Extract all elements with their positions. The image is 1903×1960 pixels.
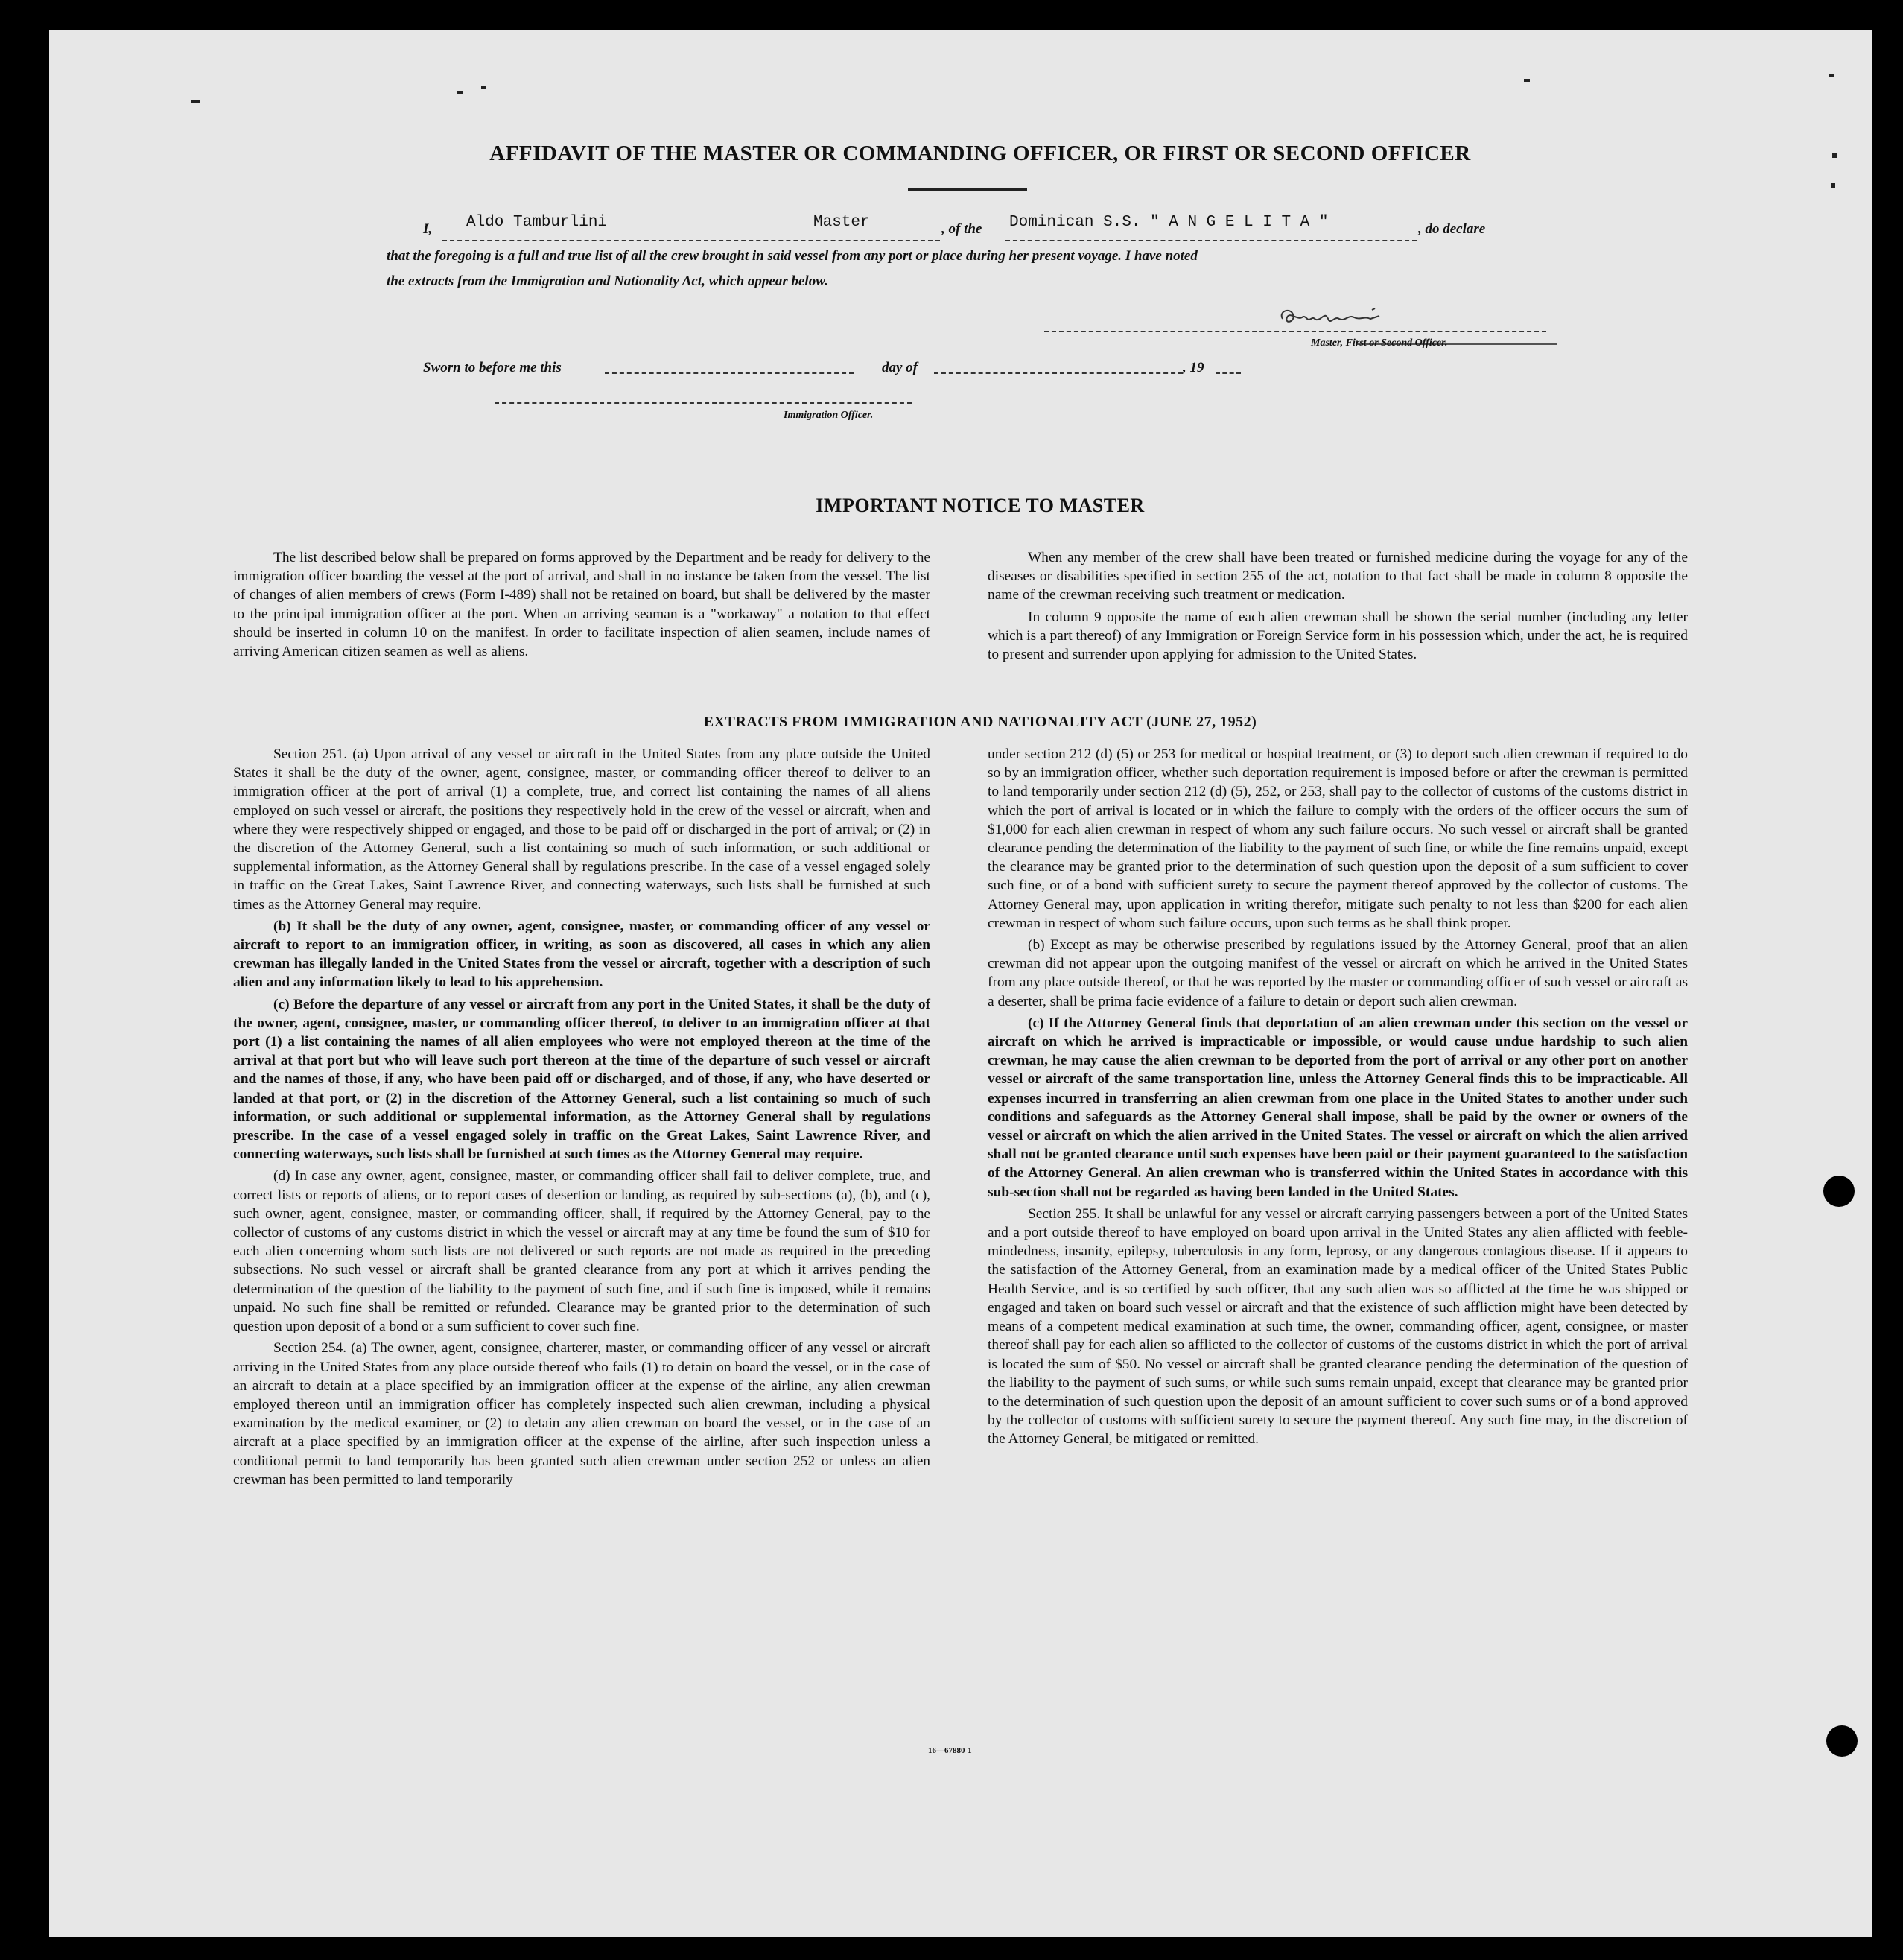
sworn-day-line[interactable]: [605, 367, 854, 374]
name-field[interactable]: Aldo Tamburlini: [466, 214, 608, 231]
scan-speck: [191, 100, 200, 103]
scan-speck: [1524, 79, 1530, 82]
form-code: 16—67880-1: [928, 1746, 972, 1755]
title-rule: [908, 188, 1027, 191]
notice-left-column: [233, 548, 930, 664]
scan-speck: [1829, 74, 1834, 77]
name-field-line: [442, 231, 940, 241]
section-254a-continued: under section 212 (d) (5) or 253 for medical or hospital treatment, or (3) to deport such alien crewman if required to do so by an immigration officer, whether such deportation requirement is imposed before or after the crewman is permitted to land temporarily under section 212 (d) (5), 252, or 253, shall pay to the collector of customs of the customs district in which the port of arrival is located or in which the failure to comply with the orders of the officer occurs the sum of $1,000 for each alien crewman in respect of whom any such failure occurs. No such vessel or aircraft shall be granted clearance pending the determination of the liability to the payment of such fine, or while the fine remains unpaid, except the clearance may be granted prior to the determination of such question upon the deposit of a sum sufficient to cover such fine, or of a bond with sufficient surety to secure the payment thereof approved by the collector of customs. The Attorney General may, upon application in writing therefor, mitigate such penalty to not less than $200 for each alien crewman in respect of whom such failure occurs, upon such terms as he shall think proper.: [988, 746, 1688, 931]
notice-title: IMPORTANT NOTICE TO MASTER: [816, 495, 1145, 516]
affidavit-title: AFFIDAVIT OF THE MASTER OR COMMANDING OFFICER, OR FIRST OR SECOND OFFICER: [489, 142, 1471, 165]
form-page: [49, 30, 1872, 1937]
notice-right-column: [988, 548, 1688, 667]
officer-caption: Immigration Officer.: [784, 410, 874, 421]
year-label: , 19: [1183, 360, 1204, 375]
extracts-left-column: [233, 745, 930, 1492]
scan-speck: [481, 86, 486, 89]
do-declare-label: , do declare: [1418, 221, 1486, 237]
punch-hole: [1826, 1725, 1858, 1757]
sworn-label: Sworn to before me this: [423, 360, 562, 375]
scan-speck: [457, 91, 463, 94]
day-of-label: day of: [882, 360, 918, 375]
section-251b: (b) It shall be the duty of any owner, agent, consignee, master, or commanding officer of any vessel or aircraft to report to an immigration officer, in writing, as soon as discovered, all cases in which any alien crewman has illegally landed in the United States from the vessel or aircraft, together with a description of such alien and any information likely to lead to his apprehension.: [233, 918, 930, 991]
notice-right-paragraph-2: In column 9 opposite the name of each alien crewman shall be shown the serial number (including any letter which is a part thereof) of any Immigration or Foreign Service form in his possession which, under the act, he is required to present and surrender upon applying for admission to the United States.: [988, 609, 1688, 663]
notice-right-paragraph-1: When any member of the crew shall have been treated or furnished medicine during the voyage for any of the diseases or disabilities specified in section 255 of the act, notation to that fact shall be made in column 8 opposite the name of the crewman receiving such treatment or medication.: [988, 550, 1688, 603]
extracts-right-column: [988, 745, 1688, 1452]
section-254a: Section 254. (a) The owner, agent, consignee, charterer, master, or commanding officer of any vessel or aircraft arriving in the United States from any place outside thereof who fails (1) to detain on board the vessel, or in the case of an aircraft to detain at a place specified by an immigration officer at the expense of the airline, any alien crewman employed thereon until an immigration officer has completely inspected such alien crewman, including a physical examination by the medical examiner, or (2) to detain any alien crewman on board the vessel, or in the case of an aircraft at a place specified by an immigration officer at the expense of the airline, after such inspection unless a conditional permit to land temporarily has been granted such alien crewman under section 252 or unless an alien crewman has been permitted to land temporarily: [233, 1340, 930, 1488]
section-254b: (b) Except as may be otherwise prescribed by regulations issued by the Attorney General, proof that an alien crewman did not appear upon the outgoing manifest of the vessel or aircraft on which he arrived in the United States from any place outside thereof, or that he was reported by the master or commanding officer of such vessel or aircraft as a deserter, shall be prima facie evidence of a failure to detain or deport such alien crewman.: [988, 937, 1688, 1009]
section-251c: (c) Before the departure of any vessel or aircraft from any port in the United States, it shall be the duty of the owner, agent, consignee, master, or commanding officer thereof, to deliver to an immigration officer at that port (1) a list containing the names of all alien employees who were not employed thereon at the time of the arrival at that port but who will leave such port thereon at the time of the departure of such vessel or aircraft and the names of those, if any, who have been paid off or discharged, and of those, if any, who have deserted or landed at that port, or (2) in the discretion of the Attorney General, such a list containing so much of such information, or such additional or supplemental information, as the Attorney General shall by regulations prescribe. In the case of a vessel engaged solely in traffic on the Great Lakes, Saint Lawrence River, and connecting waterways, such lists shall be furnished at such times as the Attorney General may require.: [233, 996, 930, 1163]
section-251d: (d) In case any owner, agent, consignee, master, or commanding officer shall fail to deliver complete, true, and correct lists or reports of aliens, or to report cases of desertion or landing, as required by sub-sections (a), (b), and (c), such owner, agent, consignee, master, or commanding officer, shall, if required by the Attorney General, pay to the collector of customs of any customs district in which the vessel or aircraft may at any time be found the sum of $10 for each alien concerning whom such lists are not delivered or such reports are not made as required in the preceding subsections. No such vessel or aircraft shall be granted clearance from any port at which it arrives pending the determination of the question of the liability to the payment of such fine, and if such fine is imposed, while it remains unpaid. No such fine shall be remitted or refunded. Clearance may be granted prior to the determination of such question upon deposit of a bond or a sum sufficient to cover such fine.: [233, 1168, 930, 1335]
vessel-field[interactable]: Dominican S.S. " A N G E L I T A ": [1009, 214, 1329, 231]
notice-left-paragraph: The list described below shall be prepared on forms approved by the Department and be ready for delivery to the immigration officer boarding the vessel at the port of arrival, and shall in no instance be taken from the vessel. The list of changes of alien members of crews (Form I-489) shall not be retained on board, but shall be delivered by the master to the principal immigration officer at the port. When an arriving seaman is a "workaway" a notation to that effect should be inserted in column 10 on the manifest. In order to facilitate inspection of alien seamen, include names of arriving American citizen seamen as well as aliens.: [233, 550, 930, 660]
sworn-year-line[interactable]: [1216, 367, 1241, 374]
of-the-label: , of the: [941, 221, 982, 237]
declaration-line-1: that the foregoing is a full and true list of all the crew brought in said vessel from any port or place during her present voyage. I have noted: [387, 248, 1198, 264]
signature-caption: Master, First or Second Officer.: [1311, 337, 1448, 349]
sworn-month-line[interactable]: [934, 367, 1183, 374]
scan-speck: [1831, 183, 1835, 188]
section-254c: (c) If the Attorney General finds that deportation of an alien crewman under this section on the vessel or aircraft on which he arrived is impracticable or impossible, or would cause undue hardship to such alien crewman, he may cause the alien crewman to be deported from the port of arrival or any other port on another vessel or aircraft of the same transportation line, unless the Attorney General finds this to be impracticable. All expenses incurred in transferring an alien crewman from one place in the United States to another under such conditions and safeguards as the Attorney General shall impose, shall be paid by the owner or owners of the vessel or aircraft on which the alien arrived in the United States. The vessel or aircraft on which the alien arrived shall not be granted clearance until such expenses have been paid or their payment guaranteed to the satisfaction of the Attorney General. An alien crewman who is transferred within the United States in accordance with this sub-section shall not be regarded as having been landed in the United States.: [988, 1015, 1688, 1200]
vessel-field-line: [1005, 231, 1417, 241]
extracts-title: EXTRACTS FROM IMMIGRATION AND NATIONALITY ACT (JUNE 27, 1952): [703, 714, 1257, 730]
rank-field[interactable]: Master: [813, 214, 870, 231]
scan-speck: [1832, 153, 1837, 158]
punch-hole: [1823, 1176, 1855, 1207]
signature-mark: [1277, 304, 1388, 331]
declaration-line-2: the extracts from the Immigration and Nationality Act, which appear below.: [387, 273, 828, 289]
section-255: Section 255. It shall be unlawful for any vessel or aircraft carrying passengers between a port of the United States and a port outside thereof to have employed on board upon arrival in the United States any alien afflicted with feeble-mindedness, insanity, epilepsy, tuberculosis in any form, leprosy, or any dangerous contagious disease. If it appears to the satisfaction of the Attorney General, from an examination made by a medical officer of the United States Public Health Service, and is so certified by such officer, that any such alien was so afflicted at the time he was shipped or engaged and taken on board such vessel or aircraft and that the existence of such affliction might have been detected by means of a competent medical examination at such time, the owner, commanding officer, agent, consignee, or master thereof shall pay for each alien so afflicted to the collector of customs of the customs district in which the port of arrival is located the sum of $50. No vessel or aircraft shall be granted clearance pending the determination of the question of the liability to the payment of such sums, or while such sums remain unpaid, except that clearance may be granted prior to the determination of such question upon the deposit of an amount sufficient to cover such sums or of a bond approved by the collector of customs with sufficient surety to secure the payment thereof. Any such fine may, in the discretion of the Attorney General, be mitigated or remitted.: [988, 1205, 1688, 1447]
officer-signature-line[interactable]: [495, 396, 912, 404]
i-label: I,: [423, 221, 433, 237]
section-251a: Section 251. (a) Upon arrival of any vessel or aircraft in the United States from any place outside the United States it shall be the duty of the owner, agent, consignee, master, or commanding officer thereof to deliver to an immigration officer at the port of arrival (1) a complete, true, and correct list containing the names of all aliens employed on such vessel or aircraft, the positions they respectively hold in the crew of the vessel or aircraft, when and where they were respectively shipped or engaged, and those to be paid off or discharged in the port of arrival; or (2) in the discretion of the Attorney General, such a list containing so much of such information, or such additional or supplemental information, as the Attorney General shall by regulations prescribe. In the case of a vessel engaged solely in traffic on the Great Lakes, Saint Lawrence River, and connecting waterways, such lists shall be furnished at such times as the Attorney General may require.: [233, 746, 930, 913]
